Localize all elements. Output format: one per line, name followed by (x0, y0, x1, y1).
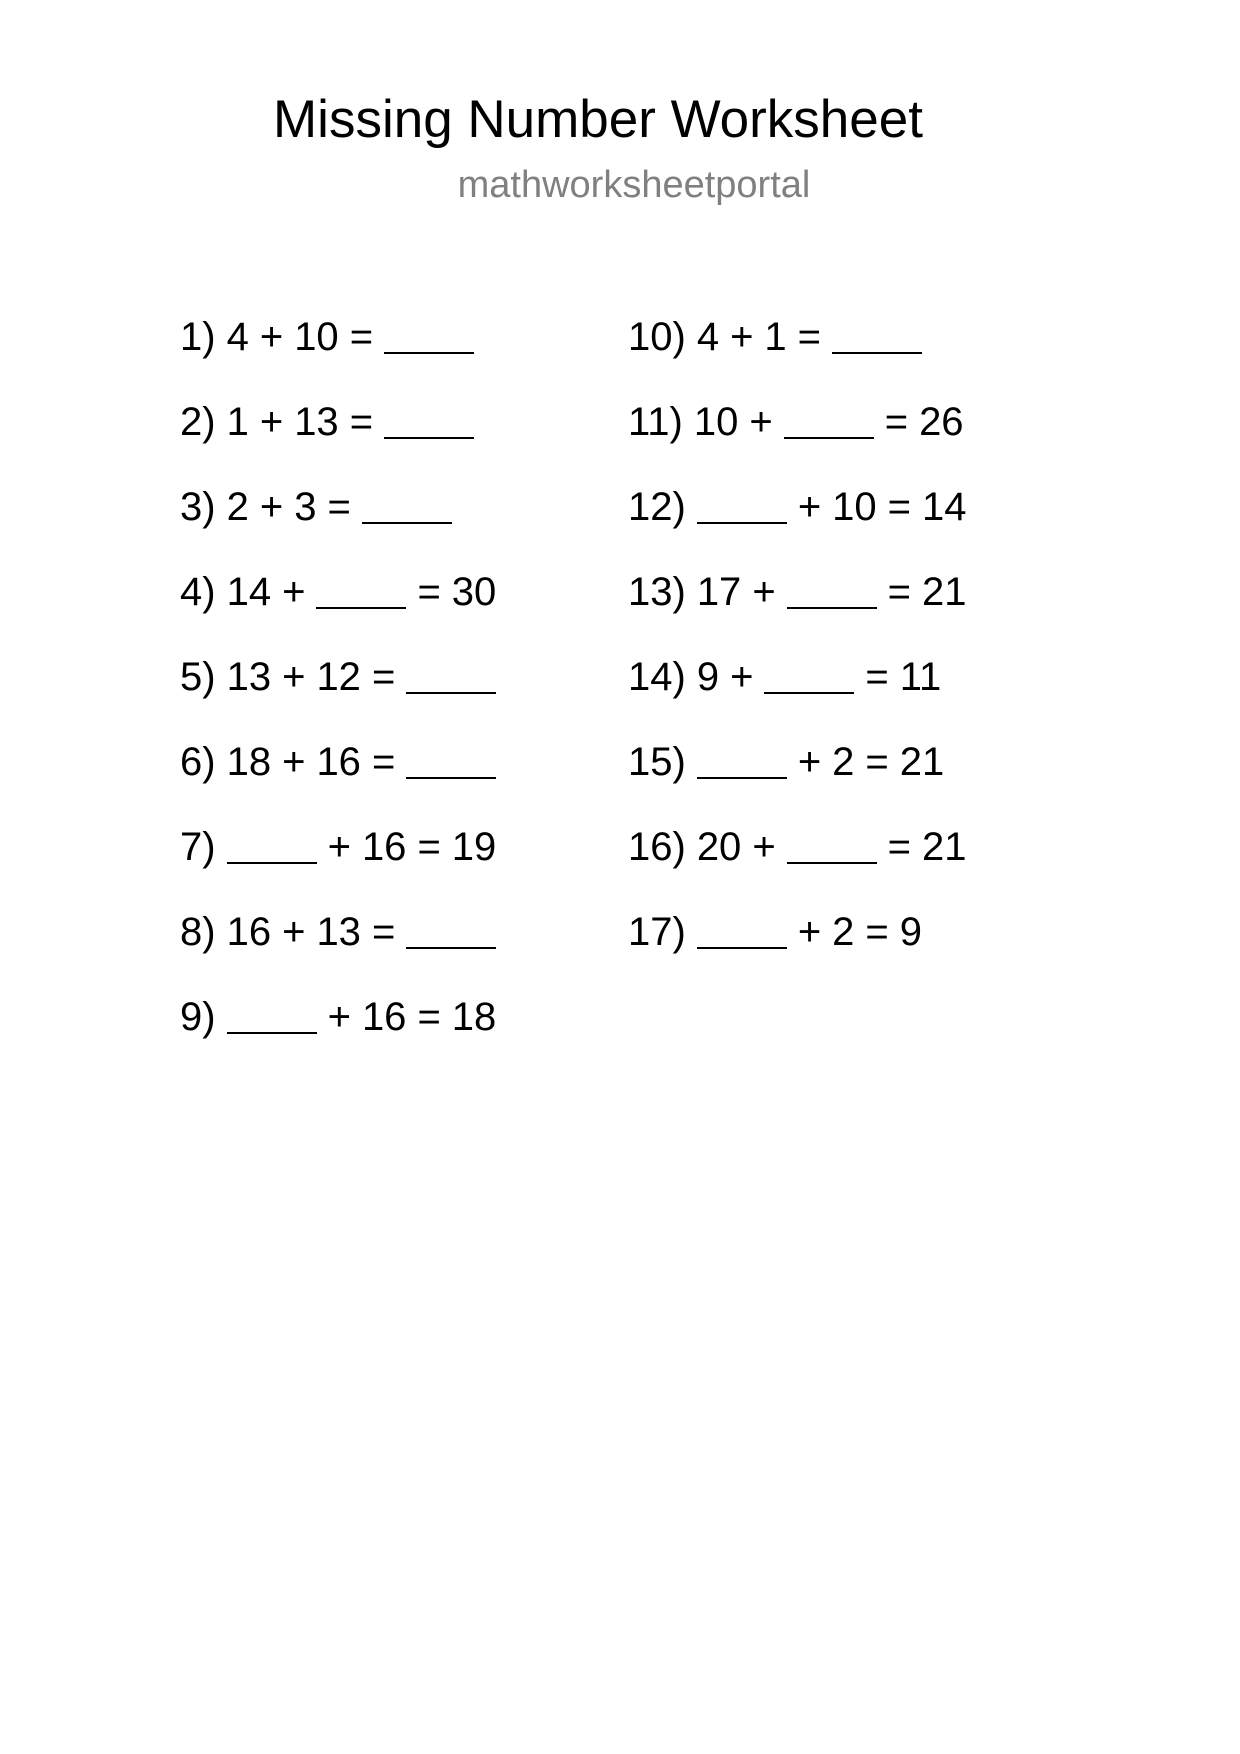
equals-sign: = (349, 315, 374, 359)
problem-number: 6) (180, 740, 216, 784)
plus-sign: + (730, 315, 754, 359)
operand: 10 (693, 400, 739, 444)
equals-sign: = (371, 655, 396, 699)
answer-blank[interactable] (227, 826, 317, 864)
answer-blank[interactable] (384, 401, 474, 439)
operand: 16 (361, 995, 407, 1039)
operand: 2 (832, 910, 855, 954)
operand: 1 (226, 400, 249, 444)
operand: 1 (764, 315, 787, 359)
equals-sign: = (865, 910, 889, 954)
answer-blank[interactable] (787, 826, 877, 864)
answer-blank[interactable] (764, 656, 854, 694)
problem-column-left (180, 312, 496, 1077)
problem-item (628, 567, 967, 652)
problem-number: 17) (628, 910, 686, 954)
plus-sign: + (797, 485, 822, 529)
problem-number: 14) (628, 655, 686, 699)
plus-sign: + (797, 910, 822, 954)
plus-sign: + (749, 400, 773, 444)
answer-blank[interactable] (406, 911, 496, 949)
problem-number: 7) (180, 825, 216, 869)
problem-column-right (628, 312, 967, 992)
operand: 2 (832, 740, 855, 784)
problem-item (628, 907, 967, 992)
problem-item (628, 737, 967, 822)
problem-item (180, 482, 496, 567)
equals-sign: = (417, 825, 441, 869)
plus-sign: + (282, 655, 306, 699)
operand: 18 (451, 995, 497, 1039)
problem-item (180, 907, 496, 992)
problem-number: 15) (628, 740, 686, 784)
problem-number: 11) (628, 400, 683, 444)
problem-number: 1) (180, 315, 216, 359)
answer-blank[interactable] (316, 571, 406, 609)
operand: 30 (451, 570, 497, 614)
problem-number: 2) (180, 400, 216, 444)
answer-blank[interactable] (406, 741, 496, 779)
plus-sign: + (327, 995, 351, 1039)
problem-item (628, 822, 967, 907)
problem-item (628, 482, 967, 567)
equals-sign: = (887, 825, 912, 869)
worksheet-subtitle: mathworksheetportal (457, 164, 811, 206)
equals-sign: = (371, 740, 396, 784)
plus-sign: + (282, 570, 306, 614)
operand: 11 (899, 655, 942, 699)
equals-sign: = (327, 485, 351, 529)
problem-number: 5) (180, 655, 216, 699)
problem-item (180, 397, 496, 482)
answer-blank[interactable] (384, 316, 474, 354)
problem-number: 4) (180, 570, 216, 614)
worksheet-title: Missing Number Worksheet (273, 90, 923, 149)
operand: 9 (899, 910, 923, 954)
equals-sign: = (371, 910, 396, 954)
equals-sign: = (887, 485, 912, 529)
problem-number: 10) (628, 315, 686, 359)
equals-sign: = (417, 995, 441, 1039)
plus-sign: + (752, 825, 776, 869)
problem-number: 9) (180, 995, 216, 1039)
answer-blank[interactable] (787, 571, 877, 609)
problem-item (180, 567, 496, 652)
plus-sign: + (259, 400, 284, 444)
plus-sign: + (259, 315, 284, 359)
operand: 18 (226, 740, 272, 784)
problem-number: 13) (628, 570, 686, 614)
operand: 10 (832, 485, 877, 529)
problem-number: 3) (180, 485, 216, 529)
answer-blank[interactable] (362, 486, 452, 524)
problem-number: 8) (180, 910, 216, 954)
problem-item (180, 992, 496, 1077)
operand: 16 (361, 825, 407, 869)
operand: 14 (922, 485, 967, 529)
plus-sign: + (259, 485, 284, 529)
plus-sign: + (282, 740, 306, 784)
operand: 16 (226, 910, 272, 954)
plus-sign: + (730, 655, 754, 699)
answer-blank[interactable] (832, 316, 922, 354)
operand: 14 (226, 570, 272, 614)
plus-sign: + (797, 740, 822, 784)
answer-blank[interactable] (697, 741, 787, 779)
operand: 4 (226, 315, 249, 359)
answer-blank[interactable] (697, 911, 787, 949)
problem-number: 12) (628, 485, 686, 529)
operand: 3 (294, 485, 317, 529)
problem-item (628, 312, 967, 397)
answer-blank[interactable] (697, 486, 787, 524)
operand: 19 (451, 825, 497, 869)
equals-sign: = (887, 570, 912, 614)
equals-sign: = (349, 400, 374, 444)
operand: 10 (294, 315, 339, 359)
equals-sign: = (865, 740, 889, 784)
problem-item (180, 312, 496, 397)
plus-sign: + (752, 570, 776, 614)
operand: 9 (696, 655, 720, 699)
answer-blank[interactable] (227, 996, 317, 1034)
problem-number: 16) (628, 825, 686, 869)
equals-sign: = (884, 400, 909, 444)
operand: 21 (899, 740, 945, 784)
equals-sign: = (797, 315, 822, 359)
operand: 21 (922, 570, 967, 614)
operand: 16 (316, 740, 361, 784)
equals-sign: = (865, 655, 889, 699)
problem-item (180, 737, 496, 822)
operand: 12 (316, 655, 361, 699)
operand: 13 (294, 400, 339, 444)
problem-item (180, 652, 496, 737)
operand: 4 (696, 315, 720, 359)
plus-sign: + (282, 910, 306, 954)
equals-sign: = (417, 570, 441, 614)
plus-sign: + (327, 825, 351, 869)
operand: 13 (316, 910, 361, 954)
operand: 20 (696, 825, 742, 869)
answer-blank[interactable] (406, 656, 496, 694)
problem-item (180, 822, 496, 907)
operand: 2 (226, 485, 249, 529)
operand: 26 (919, 400, 964, 444)
problem-item (628, 397, 967, 482)
operand: 21 (922, 825, 967, 869)
problem-item (628, 652, 967, 737)
operand: 17 (696, 570, 742, 614)
answer-blank[interactable] (784, 401, 874, 439)
operand: 13 (226, 655, 272, 699)
